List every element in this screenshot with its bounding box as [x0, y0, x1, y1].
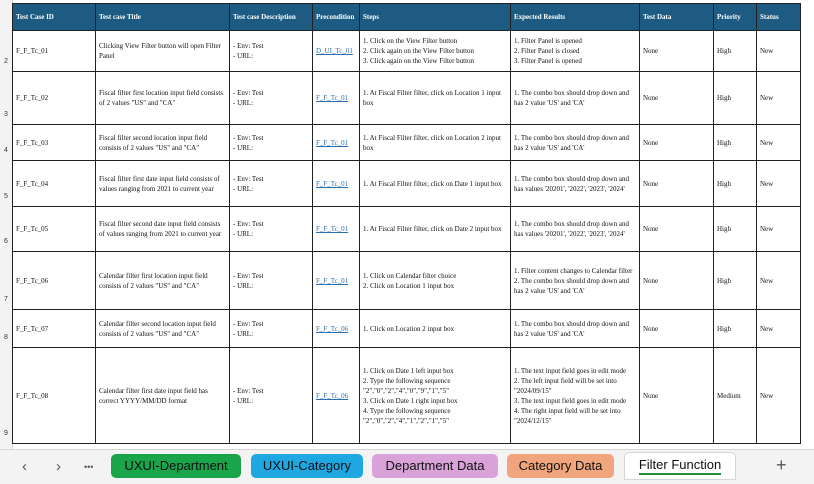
precondition-link[interactable]: F_F_Tc_06 — [316, 324, 349, 333]
tab-department-data[interactable]: Department Data — [372, 454, 498, 478]
cell-expected[interactable]: 1. The combo box should drop down and has values '20201', '2022', '2023', '2024' — [511, 161, 640, 207]
cell-title[interactable]: Calendar filter first location input field consists of 2 values "US" and "CA" — [96, 252, 230, 310]
cell-precondition[interactable] — [313, 310, 360, 348]
precondition-link[interactable]: F_F_Tc_06 — [316, 391, 349, 400]
cell-priority[interactable]: High — [714, 125, 757, 161]
cell-status[interactable]: New — [757, 72, 801, 125]
cell-test-case-id[interactable]: F_F_Tc_04 — [13, 161, 96, 207]
precondition-link[interactable]: F_F_Tc_01 — [316, 225, 349, 233]
cell-test-case-id[interactable]: F_F_Tc_02 — [13, 72, 96, 125]
cell-description[interactable]: - Env: Test - URL: — [230, 310, 313, 348]
header-status[interactable]: Status — [757, 4, 801, 31]
cell-steps[interactable]: 1. Click on Date 1 left input box 2. Type the following sequence "2","0","2","4","0","9","1","5" 3. Click on Date 1 right input box 4. Type the following sequence "2","0","2","4","1","2","1","5" — [360, 348, 511, 444]
cell-steps[interactable]: 1. At Fiscal Filter filter, click on Location 1 input box — [360, 72, 511, 125]
row-number[interactable]: 8 — [4, 334, 8, 341]
cell-status[interactable]: New — [757, 252, 801, 310]
cell-expected[interactable]: 1. The text input field goes in edit mode 2. The left input field will be set into "2024/09/15" 3. The text input field goes in edit mode 4. The right input field will be set into "2024/12/15" — [511, 348, 640, 444]
cell-precondition[interactable] — [313, 348, 360, 444]
header-precondition[interactable]: Precondition — [313, 4, 360, 31]
precondition-link[interactable]: F_F_Tc_01 — [316, 94, 349, 102]
cell-title[interactable]: Calendar filter first date input field has correct YYYY/MM/DD format — [96, 348, 230, 444]
cell-test-data[interactable]: None — [640, 310, 714, 348]
cell-steps[interactable]: 1. Click on the View Filter button 2. Click again on the View Filter button 3. Click again on the View Filter button — [360, 31, 511, 72]
cell-description[interactable]: - Env: Test - URL: — [230, 31, 313, 72]
cell-status[interactable]: New — [757, 161, 801, 207]
cell-description[interactable]: - Env: Test - URL: — [230, 252, 313, 310]
table-row — [13, 310, 801, 348]
cell-title[interactable]: Calendar filter second location input field consists of 2 values "US" and "CA" — [96, 310, 230, 348]
row-number[interactable]: 7 — [4, 296, 8, 303]
sheet-tab-bar — [0, 449, 814, 484]
cell-precondition[interactable] — [313, 207, 360, 252]
header-test-data[interactable]: Test Data — [640, 4, 714, 31]
cell-title[interactable]: Fiscal filter second location input field consists of 2 values "US" and "CA" — [96, 125, 230, 161]
cell-test-data[interactable]: None — [640, 31, 714, 72]
cell-expected[interactable]: 1. The combo box should drop down and has 2 value 'US' and 'CA' — [511, 310, 640, 348]
cell-test-data[interactable]: None — [640, 252, 714, 310]
cell-priority[interactable]: High — [714, 31, 757, 72]
cell-steps[interactable]: 1. Click on Calendar filter choice 2. Click on Location 1 input box — [360, 252, 511, 310]
table-row — [13, 125, 801, 161]
precondition-link[interactable]: F_F_Tc_01 — [316, 276, 349, 285]
table-row — [13, 161, 801, 207]
cell-expected[interactable]: 1. The combo box should drop down and has 2 value 'US' and 'CA' — [511, 72, 640, 125]
cell-steps[interactable]: 1. At Fiscal Filter filter, click on Date 2 input box — [360, 207, 511, 252]
cell-test-case-id[interactable]: F_F_Tc_07 — [13, 310, 96, 348]
header-test-case-title[interactable]: Test case Title — [96, 4, 230, 31]
test-case-table — [12, 3, 801, 444]
next-sheet-icon[interactable]: › — [56, 458, 61, 475]
cell-expected[interactable]: 1. Filter content changes to Calendar filter 2. The combo box should drop down and has 2 value 'US' and 'CA' — [511, 252, 640, 310]
header-priority[interactable]: Priority — [714, 4, 757, 31]
more-sheets-icon[interactable]: ••• — [84, 462, 94, 472]
cell-expected[interactable]: 1. Filter Panel is opened 2. Filter Panel is closed 3. Filter Panel is opened — [511, 31, 640, 72]
cell-priority[interactable]: High — [714, 72, 757, 125]
cell-status[interactable]: New — [757, 310, 801, 348]
table-row — [13, 252, 801, 310]
cell-test-data[interactable]: None — [640, 72, 714, 125]
row-number[interactable]: 9 — [4, 430, 8, 437]
cell-test-data[interactable]: None — [640, 348, 714, 444]
cell-expected[interactable]: 1. The combo box should drop down and has 2 value 'US' and 'CA' — [511, 125, 640, 161]
cell-steps[interactable]: 1. At Fiscal Filter filter, click on Location 2 input box — [360, 125, 511, 161]
header-expected-results[interactable]: Expected Results — [511, 4, 640, 31]
table-row — [13, 31, 801, 72]
header-test-case-id[interactable]: Test Case ID — [13, 4, 96, 31]
prev-sheet-icon[interactable]: ‹ — [22, 458, 27, 475]
cell-status[interactable]: New — [757, 207, 801, 252]
cell-priority[interactable]: High — [714, 207, 757, 252]
row-number[interactable]: 3 — [4, 111, 8, 118]
cell-description[interactable]: - Env: Test - URL: — [230, 207, 313, 252]
cell-test-data[interactable]: None — [640, 125, 714, 161]
cell-status[interactable]: New — [757, 348, 801, 444]
table-row — [13, 207, 801, 252]
row-number[interactable]: 6 — [4, 238, 8, 245]
table-row — [13, 348, 801, 444]
cell-title[interactable]: Fiscal filter first date input field consists of values ranging from 2021 to current year — [96, 161, 230, 207]
cell-title[interactable]: Fiscal filter first location input field consists of 2 values "US" and "CA" — [96, 72, 230, 125]
row-number[interactable]: 4 — [4, 147, 8, 154]
tab-uxui-department[interactable]: UXUI-Department — [111, 454, 241, 478]
tab-category-data[interactable]: Category Data — [507, 454, 614, 478]
row-number[interactable]: 5 — [4, 193, 8, 200]
cell-test-case-id[interactable]: F_F_Tc_01 — [13, 31, 96, 72]
cell-test-case-id[interactable]: F_F_Tc_08 — [13, 348, 96, 444]
cell-priority[interactable]: High — [714, 161, 757, 207]
cell-precondition[interactable] — [313, 252, 360, 310]
precondition-link[interactable]: F_F_Tc_01 — [316, 138, 349, 147]
tab-filter-function[interactable]: Filter Function — [624, 452, 736, 480]
cell-test-case-id[interactable]: F_F_Tc_03 — [13, 125, 96, 161]
header-test-case-description[interactable]: Test case Description — [230, 4, 313, 31]
cell-title[interactable]: Fiscal filter second date input field consists of values ranging from 2021 to current year — [96, 207, 230, 252]
cell-expected[interactable]: 1. The combo box should drop down and has values '20201', '2022', '2023', '2024' — [511, 207, 640, 252]
cell-steps[interactable]: 1. Click on Location 2 input box — [360, 310, 511, 348]
tab-uxui-category[interactable]: UXUI-Category — [251, 454, 363, 478]
table-row — [13, 72, 801, 125]
cell-priority[interactable]: High — [714, 310, 757, 348]
cell-precondition[interactable] — [313, 125, 360, 161]
cell-priority[interactable]: High — [714, 252, 757, 310]
precondition-link[interactable]: D_UI_Tc_01 — [316, 47, 353, 55]
cell-status[interactable]: New — [757, 31, 801, 72]
cell-test-case-id[interactable]: F_F_Tc_06 — [13, 252, 96, 310]
cell-precondition[interactable] — [313, 31, 360, 72]
header-steps[interactable]: Steps — [360, 4, 511, 31]
row-number[interactable]: 2 — [4, 58, 8, 65]
cell-status[interactable]: New — [757, 125, 801, 161]
cell-description[interactable]: - Env: Test - URL: — [230, 125, 313, 161]
cell-test-case-id[interactable]: F_F_Tc_05 — [13, 207, 96, 252]
cell-test-data[interactable]: None — [640, 161, 714, 207]
header-row — [13, 4, 801, 31]
cell-priority[interactable]: Medium — [714, 348, 757, 444]
cell-precondition[interactable] — [313, 161, 360, 207]
cell-description[interactable]: - Env: Test - URL: — [230, 348, 313, 444]
cell-steps[interactable]: 1. At Fiscal Filter filter, click on Date 1 input box — [360, 161, 511, 207]
add-sheet-icon[interactable]: + — [776, 455, 787, 475]
precondition-link[interactable]: F_F_Tc_01 — [316, 179, 349, 188]
cell-precondition[interactable] — [313, 72, 360, 125]
cell-description[interactable]: - Env: Test - URL: — [230, 161, 313, 207]
cell-test-data[interactable]: None — [640, 207, 714, 252]
cell-title[interactable]: Clicking View Filter button will open Filter Panel — [96, 31, 230, 72]
cell-description[interactable]: - Env: Test - URL: — [230, 72, 313, 125]
